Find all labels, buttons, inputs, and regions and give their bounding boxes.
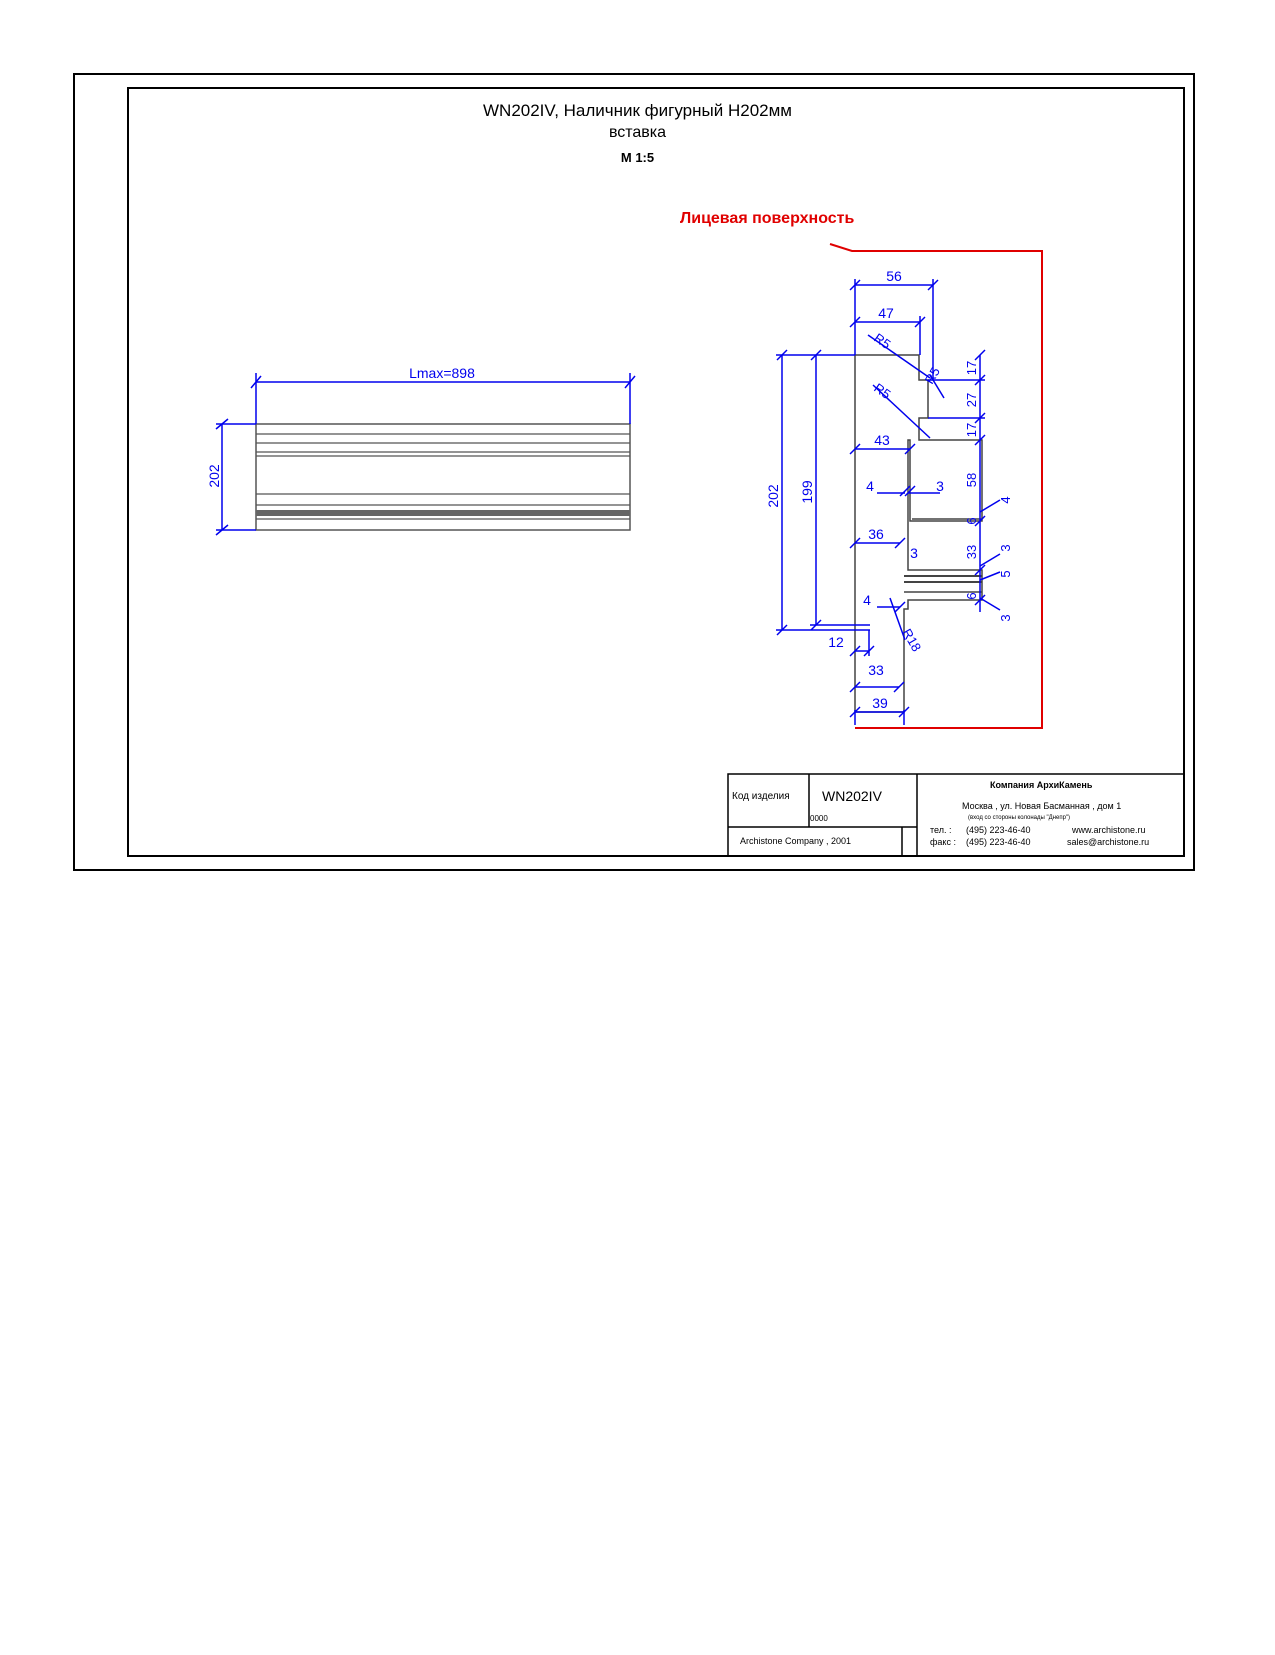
email-link[interactable]: sales@archistone.ru: [1067, 837, 1150, 847]
dim-width-4b: 4: [863, 592, 871, 608]
height-dimension: [216, 419, 256, 535]
company-line: Archistone Company , 2001: [740, 836, 852, 846]
address-note: (вход со стороны колонады "Днепр"): [968, 815, 1071, 821]
dim-width-3b: 3: [910, 545, 918, 561]
profile-section: [776, 244, 1042, 728]
outer-frame: [74, 74, 1194, 870]
dim-radius-2: R5: [871, 380, 894, 402]
dim-right-4: 4: [998, 496, 1013, 504]
dim-radius-1: R5: [871, 330, 894, 352]
dim-width-36: 36: [868, 526, 884, 542]
drawing-subtitle: вставка: [608, 124, 667, 141]
fax-label: факс :: [930, 837, 956, 847]
dim-right-58: 58: [964, 472, 979, 488]
company-address: Москва , ул. Новая Басманная , дом 1: [962, 801, 1122, 811]
website-link[interactable]: www.archistone.ru: [1072, 825, 1146, 835]
dim-right-27: 27: [964, 392, 979, 408]
inner-frame: [128, 88, 1184, 856]
dim-top-width-56: 56: [886, 268, 902, 284]
dim-right-17a: 17: [964, 360, 979, 376]
phone-label: тел. :: [930, 825, 952, 835]
dim-width-39: 39: [872, 695, 888, 711]
drawing-title: WN202IV, Наличник фигурный H202мм: [483, 101, 792, 120]
dim-radius-3: R5: [921, 364, 943, 387]
dim-right-33: 33: [964, 544, 979, 560]
dim-height-199: 199: [799, 480, 815, 504]
dim-width-43: 43: [874, 432, 890, 448]
dim-right-3b: 3: [998, 614, 1013, 622]
dim-width-4a: 4: [866, 478, 874, 494]
phone-number: (495) 223-46-40: [966, 825, 1031, 835]
sub-code: 0000: [810, 814, 828, 823]
dim-right-6b: 6: [964, 592, 979, 600]
dim-right-5: 5: [998, 570, 1013, 578]
dim-width-12: 12: [828, 634, 844, 650]
code-label: Код изделия: [732, 791, 790, 802]
fax-number: (495) 223-46-40: [966, 837, 1031, 847]
dim-radius-18: R18: [899, 626, 925, 655]
front-height-label: 202: [206, 464, 222, 488]
dim-width-33: 33: [868, 662, 884, 678]
drawing-scale: М 1:5: [620, 150, 655, 165]
dim-width-3a: 3: [936, 478, 944, 494]
dim-height-202: 202: [765, 484, 781, 508]
code-value: WN202IV: [822, 788, 882, 804]
dim-right-3a: 3: [998, 544, 1013, 552]
length-label: Lmax=898: [409, 365, 475, 381]
face-surface-label: Лицевая поверхность: [680, 210, 855, 227]
front-view: [216, 373, 635, 535]
dim-top-width-47: 47: [878, 305, 894, 321]
dim-right-17b: 17: [964, 422, 979, 438]
company-name: Компания АрхиКамень: [990, 780, 1093, 790]
dim-right-6a: 6: [964, 517, 979, 525]
